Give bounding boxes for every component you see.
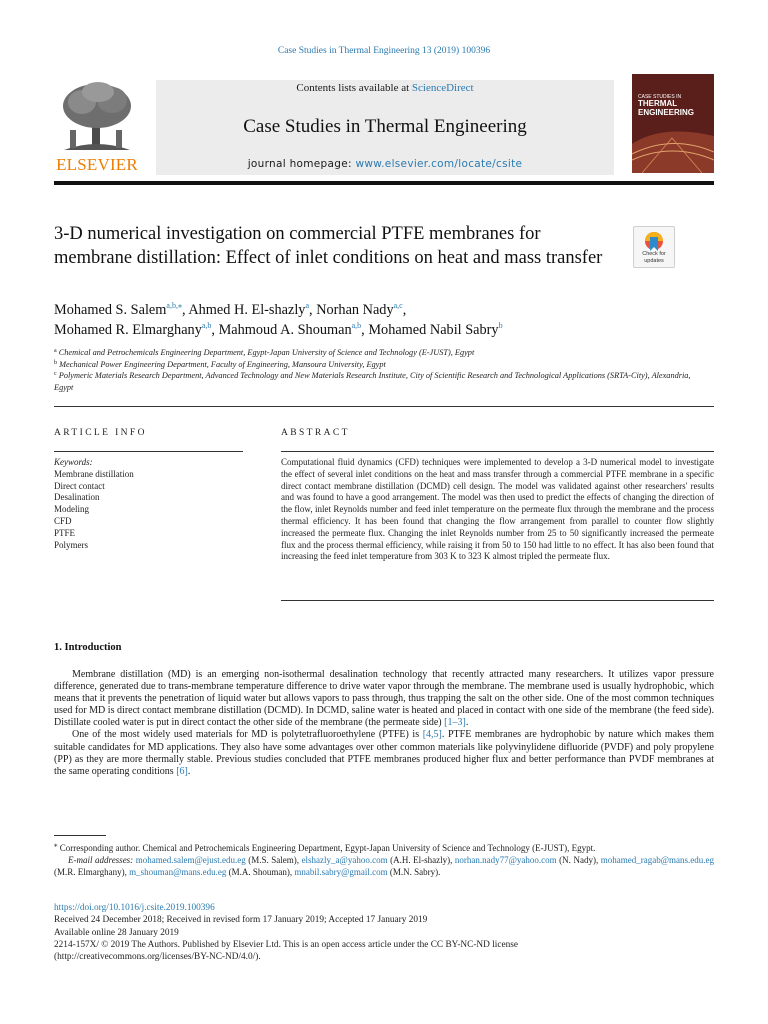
keyword: Polymers xyxy=(54,539,89,550)
cover-graphic-icon xyxy=(632,74,714,173)
received-dates: Received 24 December 2018; Received in revised form 17 January 2019; Accepted 17 January 2019 xyxy=(54,915,428,926)
header-rule xyxy=(54,181,714,185)
author[interactable]: Mohamed Nabil Sabry$^b$ xyxy=(368,321,503,338)
affiliation-list xyxy=(54,347,694,393)
paragraph: Membrane distillation (MD) is an emerging non-isothermal desalination technology that recently attracted many researchers. It utilizes vapor pressure difference, generated due to trans-membrane temperature difference to drive water vapor through the membrane. The membrane used is usually hydrophobic, which means that it prevents the penetration of liquid water but allows vapors to pass through, thus trapping the salt on the other side. One of the most common techniques used for MD is direct contact membrane distillation (DCMD). In DCMD, saline water is heated and placed in contact with one side of the membrane (the feed side). Distillate cooled water is put in direct contact the other side of the membrane (the permeate side) [1–3]. xyxy=(54,669,714,729)
keyword: Desalination xyxy=(54,492,100,503)
footnote-rule xyxy=(54,835,106,836)
journal-homepage: journal homepage: www.elsevier.com/locate/csite xyxy=(247,158,523,170)
abstract-heading: ABSTRACT xyxy=(281,428,350,438)
abstract-text: Computational fluid dynamics (CFD) techniques were implemented to develop a 3-D numerical model to investigate the effect of several inlet conditions on the heat and mass transfer through a commercial PTFE membrane in a specific direct contact membrane distillation (DCMD) cell design. The model was validated against other researchers' results and was found to have a good arrangement. The model was then used to predict the effects of changing the direction of the flow, inlet Reynolds number and feed inlet temperature on the permeate flux through the membrane and the process thermal efficiency. It has been found that changing the flow arrangement from parallel to counter flow slightly increased the permeate flux. Changing the inlet Reynolds number from 25 to 50 significantly increased the permeate flux and the process thermal efficiency, while raising it from 50 to 150 had little to no effect. It has also been found that increasing the feed inlet temperature from 303 K to 323 K almost tripled the permeate flux. xyxy=(281,457,714,562)
email-link[interactable]: mnabil.sabry@gmail.com xyxy=(294,867,388,878)
affiliation: $^c$ Polymeric Materials Research Department, Advanced Technology and New Materials Research Institute, City of Scientific Research and Technological Applications (SRTA-City), Alexandria, Egypt xyxy=(54,371,691,392)
author[interactable]: Mohamed R. Elmarghany$^{a,b}$ xyxy=(54,321,212,338)
introduction-heading: 1. Introduction xyxy=(54,642,122,653)
paragraph: One of the most widely used materials for MD is polytetrafluoroethylene (PTFE) is [4,5]. PTFE membranes are hydrophobic by nature which makes them suitable candidates for MD applications. They also have some advantages over other common materials like polyvinylidene difluoride (PVDF) and poly propylene (PP) as they are more thermally stable. Previous studies concluded that PTFE membranes produced higher flux and better performance than PVDF membranes at the same operating conditions [6]. xyxy=(54,729,714,777)
elsevier-tree-icon xyxy=(54,80,140,155)
email-addresses: E-mail addresses: mohamed.salem@ejust.edu.eg (M.S. Salem), elshazly_a@yahoo.com (A.H. El-shazly), norhan.nady77@yahoo.com (N. Nady), mohamed_ragab@mans.edu.eg (M.R. Elmarghany), m_shouman@mans.edu.eg (M.A. Shouman), mnabil.sabry@gmail.com (M.N. Sabry). xyxy=(54,855,714,878)
publisher-wordmark: ELSEVIER xyxy=(56,155,138,174)
article-title: 3-D numerical investigation on commercial PTFE membranes for membrane distillation: Effect of inlet conditions on heat and mass transfer xyxy=(54,224,603,268)
email-link[interactable]: m_shouman@mans.edu.eg xyxy=(129,867,227,878)
license-line: 2214-157X/ © 2019 The Authors. Published by Elsevier Ltd. This is an open access article under the CC BY-NC-ND license xyxy=(54,939,518,950)
crossmark-label: Check for updates xyxy=(642,251,666,264)
keyword: Direct contact xyxy=(54,480,105,491)
keyword: Modeling xyxy=(54,504,89,515)
license-url[interactable]: (http://creativecommons.org/licenses/BY-NC-ND/4.0/). xyxy=(54,952,261,963)
elsevier-tree-logo[interactable] xyxy=(54,80,140,175)
doi-link[interactable]: https://doi.org/10.1016/j.csite.2019.100396 xyxy=(54,903,215,913)
reference-link[interactable]: [4,5] xyxy=(422,729,442,741)
keywords-block xyxy=(54,457,243,551)
journal-homepage-link[interactable]: www.elsevier.com/locate/csite xyxy=(355,158,523,170)
affiliation: $^b$ Mechanical Power Engineering Department, Faculty of Engineering, Mansoura University, Egypt xyxy=(54,359,386,369)
reference-link[interactable]: [6] xyxy=(176,765,188,777)
article-info-heading: ARTICLE INFO xyxy=(54,428,147,438)
corresponding-author-note: ⁎ Corresponding author. Chemical and Petrochemicals Engineering Department, Egypt-Japan University of Science and Technology (E-JUST), Egypt. xyxy=(54,841,596,853)
publication-details xyxy=(54,902,714,963)
email-link[interactable]: mohamed_ragab@mans.edu.eg xyxy=(600,855,714,866)
reference-link[interactable]: [1–3] xyxy=(444,717,466,729)
email-link[interactable]: norhan.nady77@yahoo.com xyxy=(454,855,557,866)
sciencedirect-link[interactable]: ScienceDirect xyxy=(411,82,474,94)
author[interactable]: Mohamed S. Salem$^{a,b,⁎}$ xyxy=(54,301,182,318)
journal-cover[interactable] xyxy=(632,74,714,173)
online-date: Available online 28 January 2019 xyxy=(54,927,179,938)
abstract-bottom-rule xyxy=(281,600,714,601)
section-rule xyxy=(54,406,714,407)
affiliation: $^a$ Chemical and Petrochemicals Engineering Department, Egypt-Japan University of Science and Technology (E-JUST), Egypt xyxy=(54,348,475,357)
journal-citation[interactable]: Case Studies in Thermal Engineering 13 (2019) 100396 xyxy=(277,46,491,56)
introduction-body xyxy=(54,669,714,778)
footnotes xyxy=(54,839,714,879)
author[interactable]: Ahmed H. El-shazly$^a$ xyxy=(188,301,310,318)
journal-header-band xyxy=(156,80,614,175)
cover-title: CASE STUDIES IN THERMAL ENGINEERING xyxy=(638,94,695,117)
email-link[interactable]: elshazly_a@yahoo.com xyxy=(301,855,388,866)
contents-line: Contents lists available at ScienceDirect xyxy=(296,82,474,94)
author[interactable]: Norhan Nady$^{a,c}$ xyxy=(316,301,403,318)
keywords-label: Keywords: xyxy=(54,457,93,467)
keyword: CFD xyxy=(54,515,72,526)
check-for-updates-button[interactable] xyxy=(633,226,675,268)
email-link[interactable]: mohamed.salem@ejust.edu.eg xyxy=(135,855,246,866)
author-list: Mohamed S. Salem$^{a,b,⁎}$, Ahmed H. El-shazly$^a$, Norhan Nady$^{a,c}$, Mohamed R. Elmarghany$^{a,b}$, Mahmoud A. Shouman$^{a,b}$, Mohamed Nabil Sabry$^b$ xyxy=(54,301,503,338)
article-info-rule xyxy=(54,451,243,452)
journal-name: Case Studies in Thermal Engineering xyxy=(243,116,527,137)
abstract-rule xyxy=(281,451,714,452)
author[interactable]: Mahmoud A. Shouman$^{a,b}$ xyxy=(218,321,362,338)
keyword: PTFE xyxy=(54,527,76,538)
crossmark-icon xyxy=(634,229,674,253)
keyword: Membrane distillation xyxy=(54,468,134,479)
